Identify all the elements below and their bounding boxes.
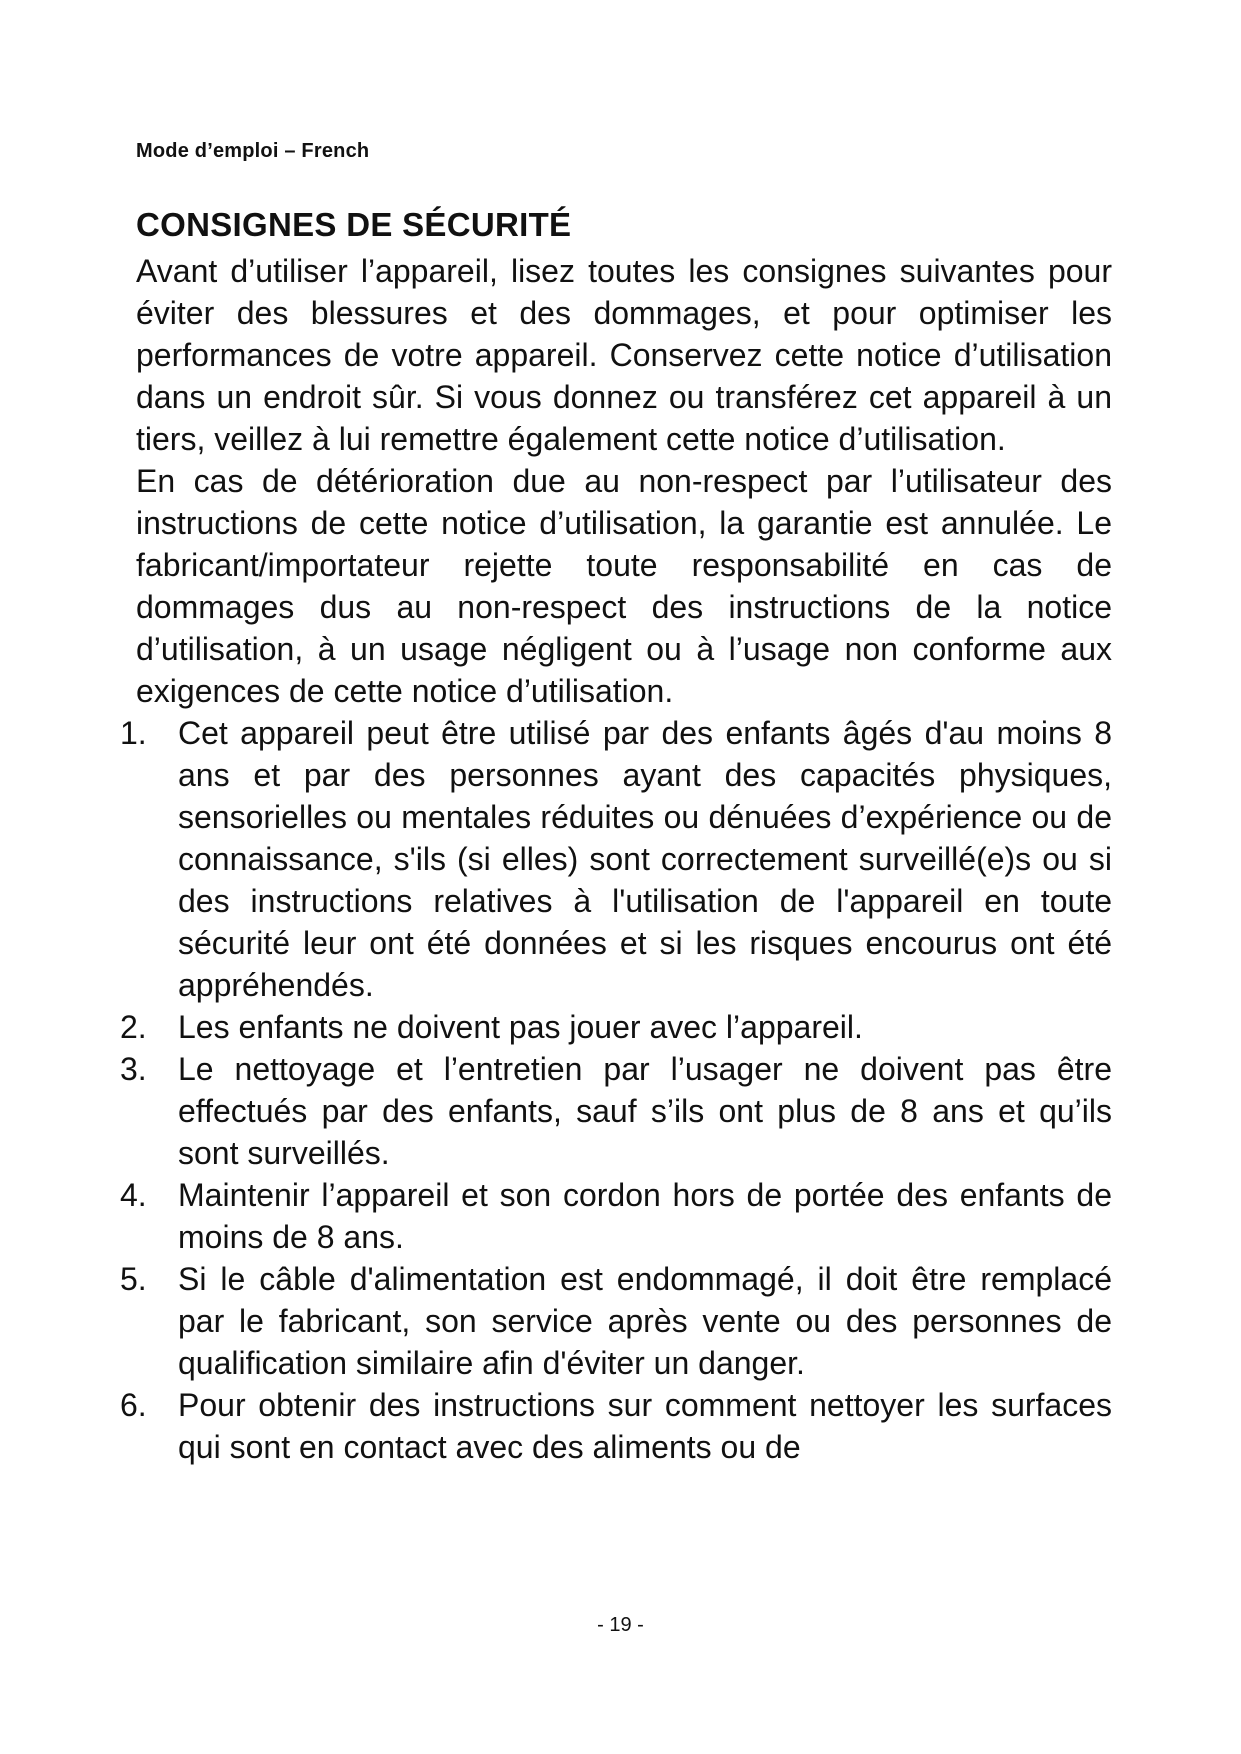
- list-item: [120, 1258, 1112, 1384]
- list-item-text: Maintenir l’appareil et son cordon hors de portée des enfants de moins de 8 ans.: [178, 1177, 1112, 1255]
- intro-paragraph: Avant d’utiliser l’appareil, lisez toutes les consignes suivantes pour éviter des blessures et des dommages, et pour optimiser les performances de votre appareil. Conservez cette notice d’utilisation dans un endroit sûr. Si vous donnez ou transférez cet appareil à un tiers, veillez à lui remettre également cette notice d’utilisation.: [136, 253, 1112, 457]
- list-item-number: 3.: [120, 1051, 147, 1087]
- list-item-text: Pour obtenir des instructions sur comment nettoyer les surfaces qui sont en contact avec des aliments ou de: [178, 1387, 1112, 1465]
- list-item-text: Cet appareil peut être utilisé par des enfants âgés d'au moins 8 ans et par des personnes ayant des capacités physiques, sensorielles ou mentales réduites ou dénuées d’expérience ou de connaissance, s'ils (si elles) sont correctement surveillé(e)s ou si des instructions relatives à l'utilisation de l'appareil en toute sécurité leur ont été données et si les risques encourus ont été appréhendés.: [178, 715, 1112, 1003]
- warranty-paragraph: En cas de détérioration due au non-respect par l’utilisateur des instructions de cette notice d’utilisation, la garantie est annulée. Le fabricant/importateur rejette toute responsabilité en cas de dommages dus au non-respect des instructions de la notice d’utilisation, à un usage négligent ou à l’usage non conforme aux exigences de cette notice d’utilisation.: [136, 463, 1112, 709]
- list-item: [120, 712, 1112, 1006]
- list-item-number: 1.: [120, 715, 147, 751]
- list-item-number: 5.: [120, 1261, 147, 1297]
- document-header: Mode d’emploi – French: [136, 140, 370, 162]
- list-item: [120, 1048, 1112, 1174]
- list-item-number: 2.: [120, 1009, 147, 1045]
- list-item-text: Si le câble d'alimentation est endommagé, il doit être remplacé par le fabricant, son service après vente ou des personnes de qualification similaire afin d'éviter un danger.: [178, 1261, 1112, 1381]
- list-item: [120, 1006, 1112, 1048]
- section-title: CONSIGNES DE SÉCURITÉ: [136, 206, 572, 243]
- list-item: [120, 1384, 1112, 1468]
- list-item-text: Le nettoyage et l’entretien par l’usager ne doivent pas être effectués par des enfants, sauf s’ils ont plus de 8 ans et qu’ils sont surveillés.: [178, 1051, 1112, 1171]
- safety-list: [120, 712, 1112, 1468]
- list-item-number: 6.: [120, 1387, 147, 1423]
- list-item-number: 4.: [120, 1177, 147, 1213]
- page-number: - 19 -: [597, 1614, 644, 1636]
- section-body: [120, 250, 1112, 1468]
- list-item-text: Les enfants ne doivent pas jouer avec l’appareil.: [178, 1009, 863, 1045]
- list-item: [120, 1174, 1112, 1258]
